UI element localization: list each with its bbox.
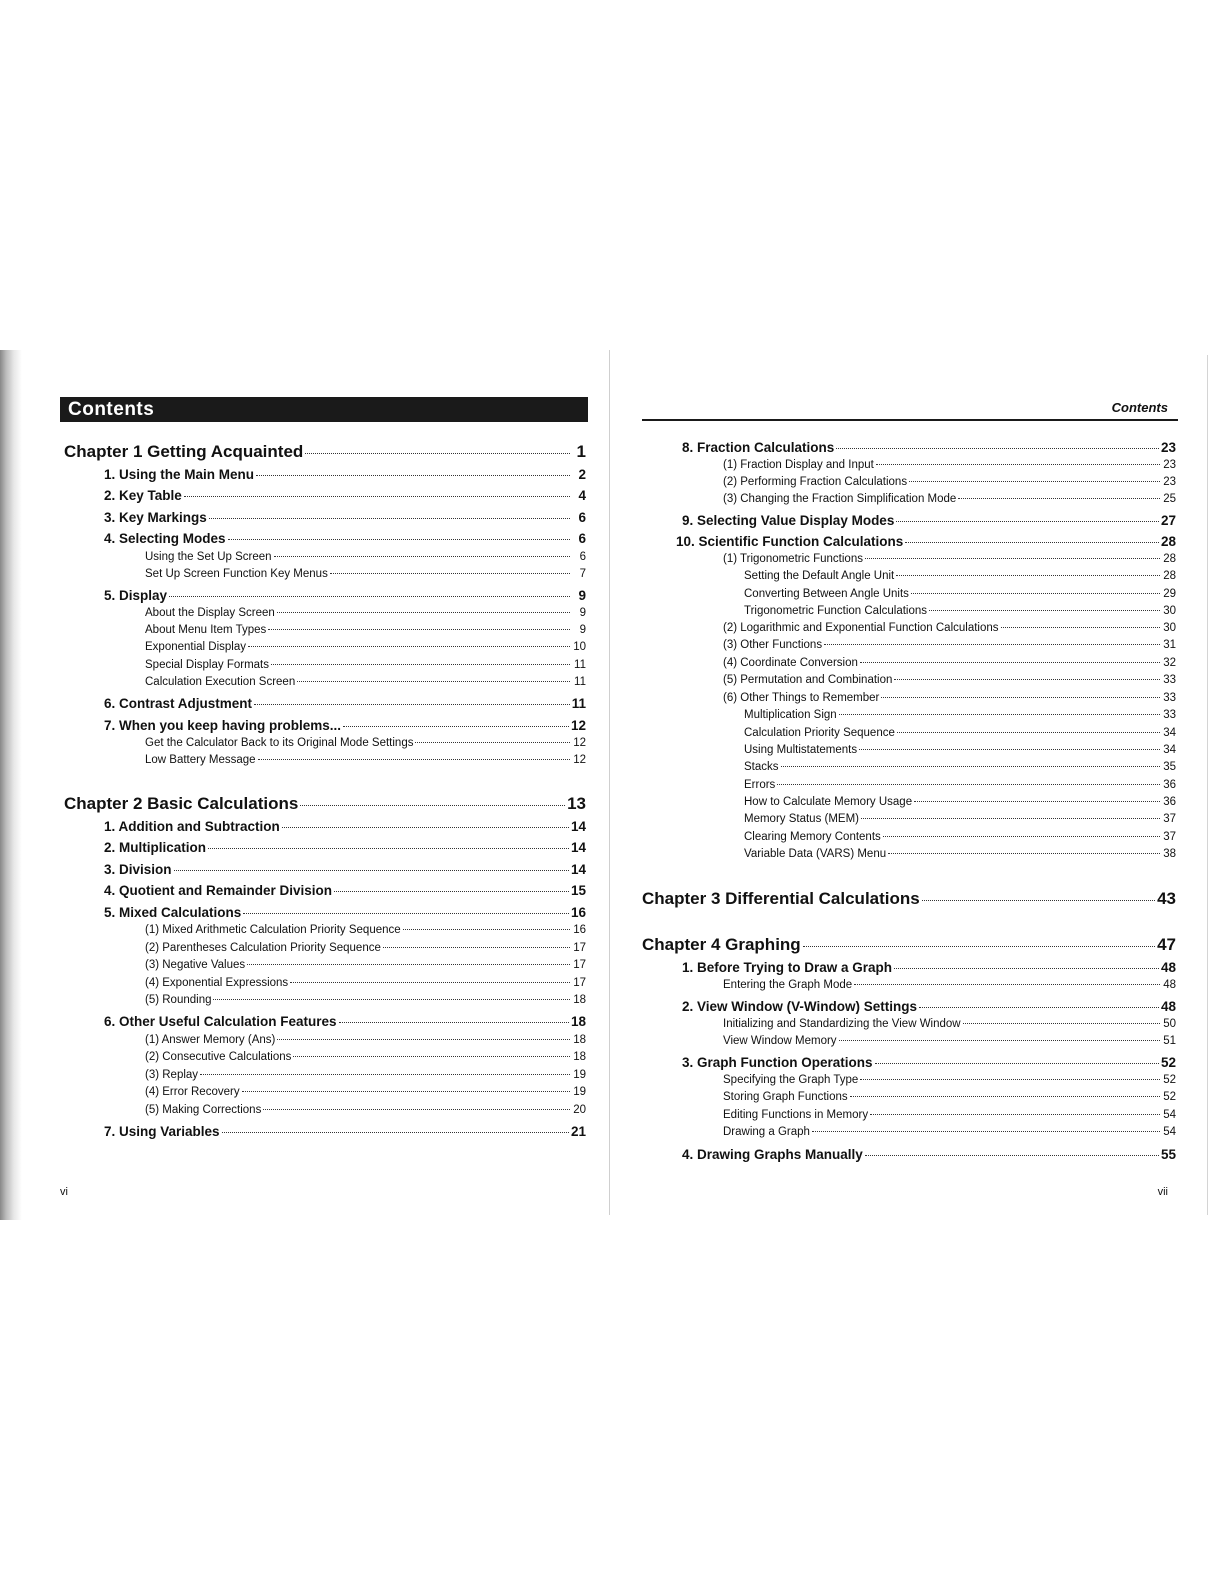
toc-section[interactable]: 1. Before Trying to Draw a Graph 48 — [682, 960, 1176, 975]
toc-subentry[interactable]: Editing Functions in Memory 54 — [723, 1109, 1176, 1121]
toc-section[interactable]: 7. Using Variables 21 — [104, 1124, 586, 1139]
page-number-left: vi — [60, 1186, 68, 1198]
toc-subentry[interactable]: Low Battery Message 12 — [145, 754, 586, 766]
toc-subentry[interactable]: (3) Changing the Fraction Simplification Mode 25 — [723, 493, 1176, 505]
toc-subentry[interactable]: Using the Set Up Screen 6 — [145, 551, 586, 563]
toc-subentry[interactable]: (1) Trigonometric Functions 28 — [723, 553, 1176, 565]
toc-subentry[interactable]: Exponential Display 10 — [145, 641, 586, 653]
toc-subentry[interactable]: Get the Calculator Back to its Original Mode Settings 12 — [145, 737, 586, 749]
toc-section[interactable]: 1. Using the Main Menu 2 — [104, 467, 586, 482]
toc-subentry[interactable]: (4) Coordinate Conversion 32 — [723, 657, 1176, 669]
toc-chapter[interactable]: Chapter 3 Differential Calculations 43 — [642, 889, 1176, 908]
page-number-right: vii — [1157, 1186, 1168, 1198]
toc-section[interactable]: 8. Fraction Calculations 23 — [682, 440, 1176, 455]
toc-subentry[interactable]: About Menu Item Types 9 — [145, 624, 586, 636]
toc-subentry[interactable]: (3) Other Functions 31 — [723, 639, 1176, 651]
toc-subentry[interactable]: Initializing and Standardizing the View Window 50 — [723, 1018, 1176, 1030]
toc-subentry[interactable]: Entering the Graph Mode 48 — [723, 979, 1176, 991]
toc-subentry[interactable]: How to Calculate Memory Usage 36 — [744, 796, 1176, 808]
toc-subentry[interactable]: About the Display Screen 9 — [145, 607, 586, 619]
toc-section[interactable]: 9. Selecting Value Display Modes 27 — [682, 513, 1176, 528]
toc-subentry[interactable]: View Window Memory 51 — [723, 1035, 1176, 1047]
toc-section[interactable]: 2. View Window (V-Window) Settings 48 — [682, 999, 1176, 1014]
toc-section[interactable]: 3. Graph Function Operations 52 — [682, 1055, 1176, 1070]
toc-section[interactable]: 5. Mixed Calculations 16 — [104, 905, 586, 920]
toc-subentry[interactable]: Storing Graph Functions 52 — [723, 1091, 1176, 1103]
toc-section[interactable]: 5. Display 9 — [104, 588, 586, 603]
toc-chapter[interactable]: Chapter 2 Basic Calculations 13 — [64, 794, 586, 813]
toc-section[interactable]: 1. Addition and Subtraction 14 — [104, 819, 586, 834]
toc-subentry[interactable]: Set Up Screen Function Key Menus 7 — [145, 568, 586, 580]
toc-subentry[interactable]: (3) Negative Values 17 — [145, 959, 586, 971]
right-page — [612, 0, 1224, 1584]
page-edge-line — [1207, 355, 1208, 1215]
contents-banner: Contents — [60, 397, 588, 422]
toc-section[interactable]: 6. Other Useful Calculation Features 18 — [104, 1014, 586, 1029]
toc-subentry[interactable]: (2) Consecutive Calculations 18 — [145, 1051, 586, 1063]
toc-subentry[interactable]: (3) Replay 19 — [145, 1069, 586, 1081]
toc-subentry[interactable]: Using Multistatements 34 — [744, 744, 1176, 756]
toc-chapter[interactable]: Chapter 1 Getting Acquainted 1 — [64, 442, 586, 461]
toc-subentry[interactable]: (2) Performing Fraction Calculations 23 — [723, 476, 1176, 488]
toc-subentry[interactable]: (4) Error Recovery 19 — [145, 1086, 586, 1098]
toc-section[interactable]: 3. Key Markings 6 — [104, 510, 586, 525]
running-head: Contents — [1111, 400, 1168, 415]
header-rule — [642, 419, 1178, 421]
toc-subentry[interactable]: Calculation Priority Sequence 34 — [744, 727, 1176, 739]
toc-section[interactable]: 10. Scientific Function Calculations 28 — [676, 534, 1176, 549]
toc-subentry[interactable]: (5) Permutation and Combination 33 — [723, 674, 1176, 686]
toc-section[interactable]: 3. Division 14 — [104, 862, 586, 877]
toc-subentry[interactable]: Specifying the Graph Type 52 — [723, 1074, 1176, 1086]
toc-subentry[interactable]: Multiplication Sign 33 — [744, 709, 1176, 721]
toc-subentry[interactable]: Calculation Execution Screen 11 — [145, 676, 586, 688]
toc-subentry[interactable]: (1) Mixed Arithmetic Calculation Priority Sequence 16 — [145, 924, 586, 936]
toc-section[interactable]: 6. Contrast Adjustment 11 — [104, 696, 586, 711]
toc-subentry[interactable]: Converting Between Angle Units 29 — [744, 588, 1176, 600]
toc-subentry[interactable]: Trigonometric Function Calculations 30 — [744, 605, 1176, 617]
toc-subentry[interactable]: (2) Logarithmic and Exponential Function Calculations 30 — [723, 622, 1176, 634]
toc-subentry[interactable]: Special Display Formats 11 — [145, 659, 586, 671]
toc-section[interactable]: 7. When you keep having problems... 12 — [104, 718, 586, 733]
toc-subentry[interactable]: Setting the Default Angle Unit 28 — [744, 570, 1176, 582]
toc-subentry[interactable]: (1) Fraction Display and Input 23 — [723, 459, 1176, 471]
toc-subentry[interactable]: Errors 36 — [744, 779, 1176, 791]
toc-subentry[interactable]: Memory Status (MEM) 37 — [744, 813, 1176, 825]
toc-section[interactable]: 2. Multiplication 14 — [104, 840, 586, 855]
toc-subentry[interactable]: (5) Making Corrections 20 — [145, 1104, 586, 1116]
toc-subentry[interactable]: (1) Answer Memory (Ans) 18 — [145, 1034, 586, 1046]
toc-section[interactable]: 4. Drawing Graphs Manually 55 — [682, 1147, 1176, 1162]
toc-subentry[interactable]: (6) Other Things to Remember 33 — [723, 692, 1176, 704]
toc-chapter[interactable]: Chapter 4 Graphing 47 — [642, 935, 1176, 954]
toc-subentry[interactable]: Stacks 35 — [744, 761, 1176, 773]
toc-subentry[interactable]: (4) Exponential Expressions 17 — [145, 977, 586, 989]
toc-subentry[interactable]: (2) Parentheses Calculation Priority Sequence 17 — [145, 942, 586, 954]
toc-subentry[interactable]: Drawing a Graph 54 — [723, 1126, 1176, 1138]
toc-subentry[interactable]: Variable Data (VARS) Menu 38 — [744, 848, 1176, 860]
toc-subentry[interactable]: Clearing Memory Contents 37 — [744, 831, 1176, 843]
toc-section[interactable]: 4. Quotient and Remainder Division 15 — [104, 883, 586, 898]
toc-subentry[interactable]: (5) Rounding 18 — [145, 994, 586, 1006]
toc-section[interactable]: 2. Key Table 4 — [104, 488, 586, 503]
toc-section[interactable]: 4. Selecting Modes 6 — [104, 531, 586, 546]
